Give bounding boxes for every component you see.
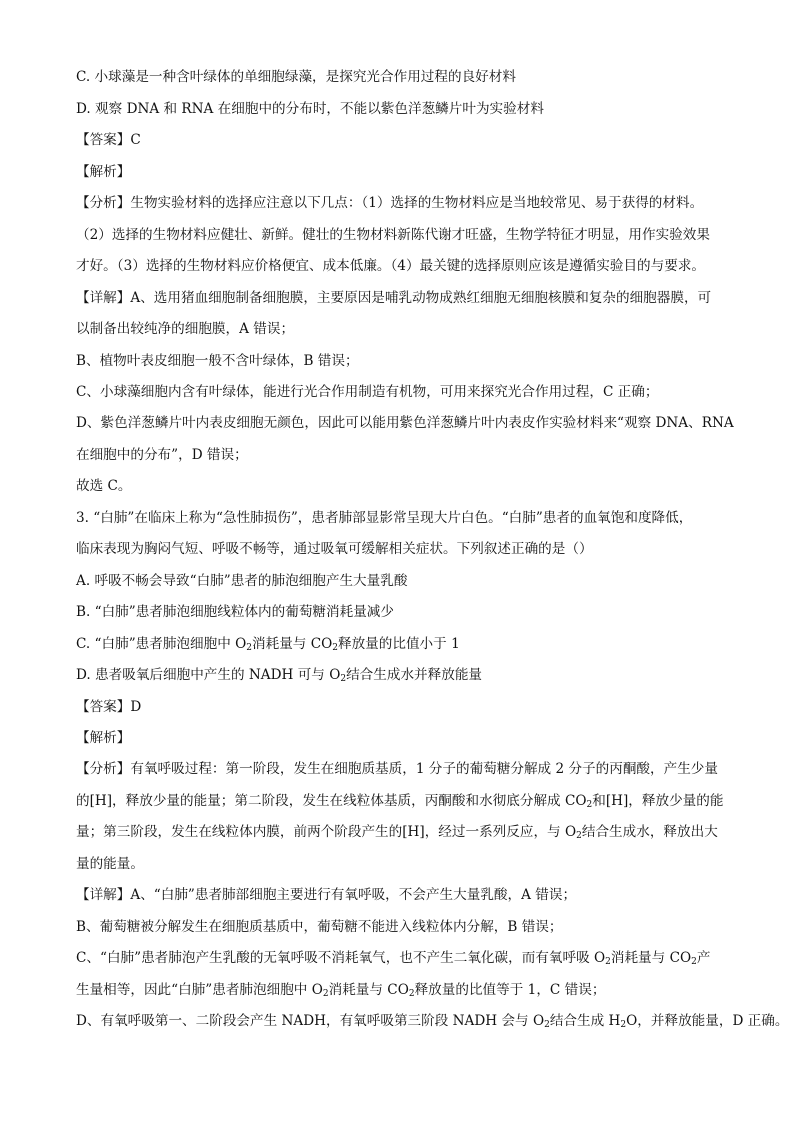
q2-detail-line-3: B、植物叶表皮细胞一般不含叶绿体，B 错误； [76, 353, 359, 369]
q3-analysis-line-1: 【分析】有氧呼吸过程：第一阶段，发生在细胞质基质，1 分子的葡萄糖分解成 2 分子的丙酮酸，产生少量 [76, 761, 718, 777]
q3-stem-line-2: 临床表现为胸闷气短、呼吸不畅等，通过吸氧可缓解相关症状。下列叙述正确的是（） [76, 541, 593, 557]
q2-detail-line-5: D、紫色洋葱鳞片叶内表皮细胞无颜色，因此可以能用紫色洋葱鳞片叶内表皮作实验材料来“观察 DNA、RNA [76, 415, 734, 431]
q2-detail-line-6: 在细胞中的分布”，D 错误； [76, 447, 248, 463]
q3-detail-line-1: 【详解】A、“白肺”患者肺部细胞主要进行有氧呼吸，不会产生大量乳酸，A 错误； [76, 887, 577, 903]
q2-detail-line-4: C、小球藻细胞内含有叶绿体，能进行光合作用制造有机物，可用来探究光合作用过程，C 正确； [76, 384, 659, 400]
q3-option-d: D. 患者吸氧后细胞中产生的 NADH 可与 $O_2$结合生成水并释放能量 [76, 667, 483, 684]
q3-detail-line-5: D、有氧呼吸第一、二阶段会产生 NADH，有氧呼吸第三阶段 NADH 会与 $O_2$结合生成 $H_2O$，并释放能量，D 正确。 [76, 1013, 789, 1030]
q3-detail-line-2: B、葡萄糖被分解发生在细胞质基质中，葡萄糖不能进入线粒体内分解，B 错误； [76, 919, 563, 935]
q2-analysis-line-3: 才好。（3）选择的生物材料应价格便宜、成本低廉。（4）最关键的选择原则应该是遵循实验目的与要求。 [76, 258, 706, 274]
q3-detail-line-4: 生量相等，因此“白肺”患者肺泡细胞中 $O_2$消耗量与 $CO_2$释放量的比值等于 1，C 错误； [76, 982, 606, 999]
q3-stem-line-1: 3. “白肺”在临床上称为“急性肺损伤”，患者肺部显影常呈现大片白色。“白肺”患者的血氧饱和度降低， [76, 510, 693, 526]
q2-analysis-line-2: （2）选择的生物材料应健壮、新鲜。健壮的生物材料新陈代谢才旺盛，生物学特征才明显，用作实验效果 [76, 227, 710, 243]
q2-conclusion: 故选 C。 [76, 478, 132, 494]
q3-option-b: B. “白肺”患者肺泡细胞线粒体内的葡萄糖消耗量减少 [76, 604, 394, 620]
q2-option-c: C. 小球藻是一种含叶绿体的单细胞绿藻，是探究光合作用过程的良好材料 [76, 69, 516, 85]
q2-analysis-line-1: 【分析】生物实验材料的选择应注意以下几点：（1）选择的生物材料应是当地较常见、易于获得的材料。 [76, 195, 704, 211]
q3-analysis-heading: 【解析】 [76, 730, 131, 746]
q2-detail-line-1: 【详解】A、选用猪血细胞制备细胞膜，主要原因是哺乳动物成熟红细胞无细胞核膜和复杂的细胞器膜，可 [76, 290, 712, 306]
q3-analysis-line-2: 的[H]，释放少量的能量；第二阶段，发生在线粒体基质，丙酮酸和水彻底分解成 $CO_2$和[H]，释放少量的能 [76, 793, 724, 810]
q2-analysis-heading: 【解析】 [76, 164, 131, 180]
q3-analysis-line-3: 量；第三阶段，发生在线粒体内膜，前两个阶段产生的[H]，经过一系列反应，与 $O_2$结合生成水，释放出大 [76, 824, 718, 841]
q3-answer: 【答案】D [76, 699, 142, 715]
q3-analysis-line-4: 量的能量。 [76, 856, 144, 872]
q3-detail-line-3: C、“白肺”患者肺泡产生乳酸的无氧呼吸不消耗氧气，也不产生二氧化碳，而有氧呼吸 $O_2$消耗量与 $CO_2$产 [76, 950, 711, 967]
q3-option-c: C. “白肺”患者肺泡细胞中 $O_2$消耗量与 $CO_2$释放量的比值小于 1 [76, 636, 460, 653]
q2-answer: 【答案】C [76, 132, 141, 148]
q2-option-d: D. 观察 DNA 和 RNA 在细胞中的分布时，不能以紫色洋葱鳞片叶为实验材料 [76, 101, 544, 117]
q2-detail-line-2: 以制备出较纯净的细胞膜，A 错误； [76, 321, 295, 337]
q3-option-a: A. 呼吸不畅会导致“白肺”患者的肺泡细胞产生大量乳酸 [76, 573, 408, 589]
